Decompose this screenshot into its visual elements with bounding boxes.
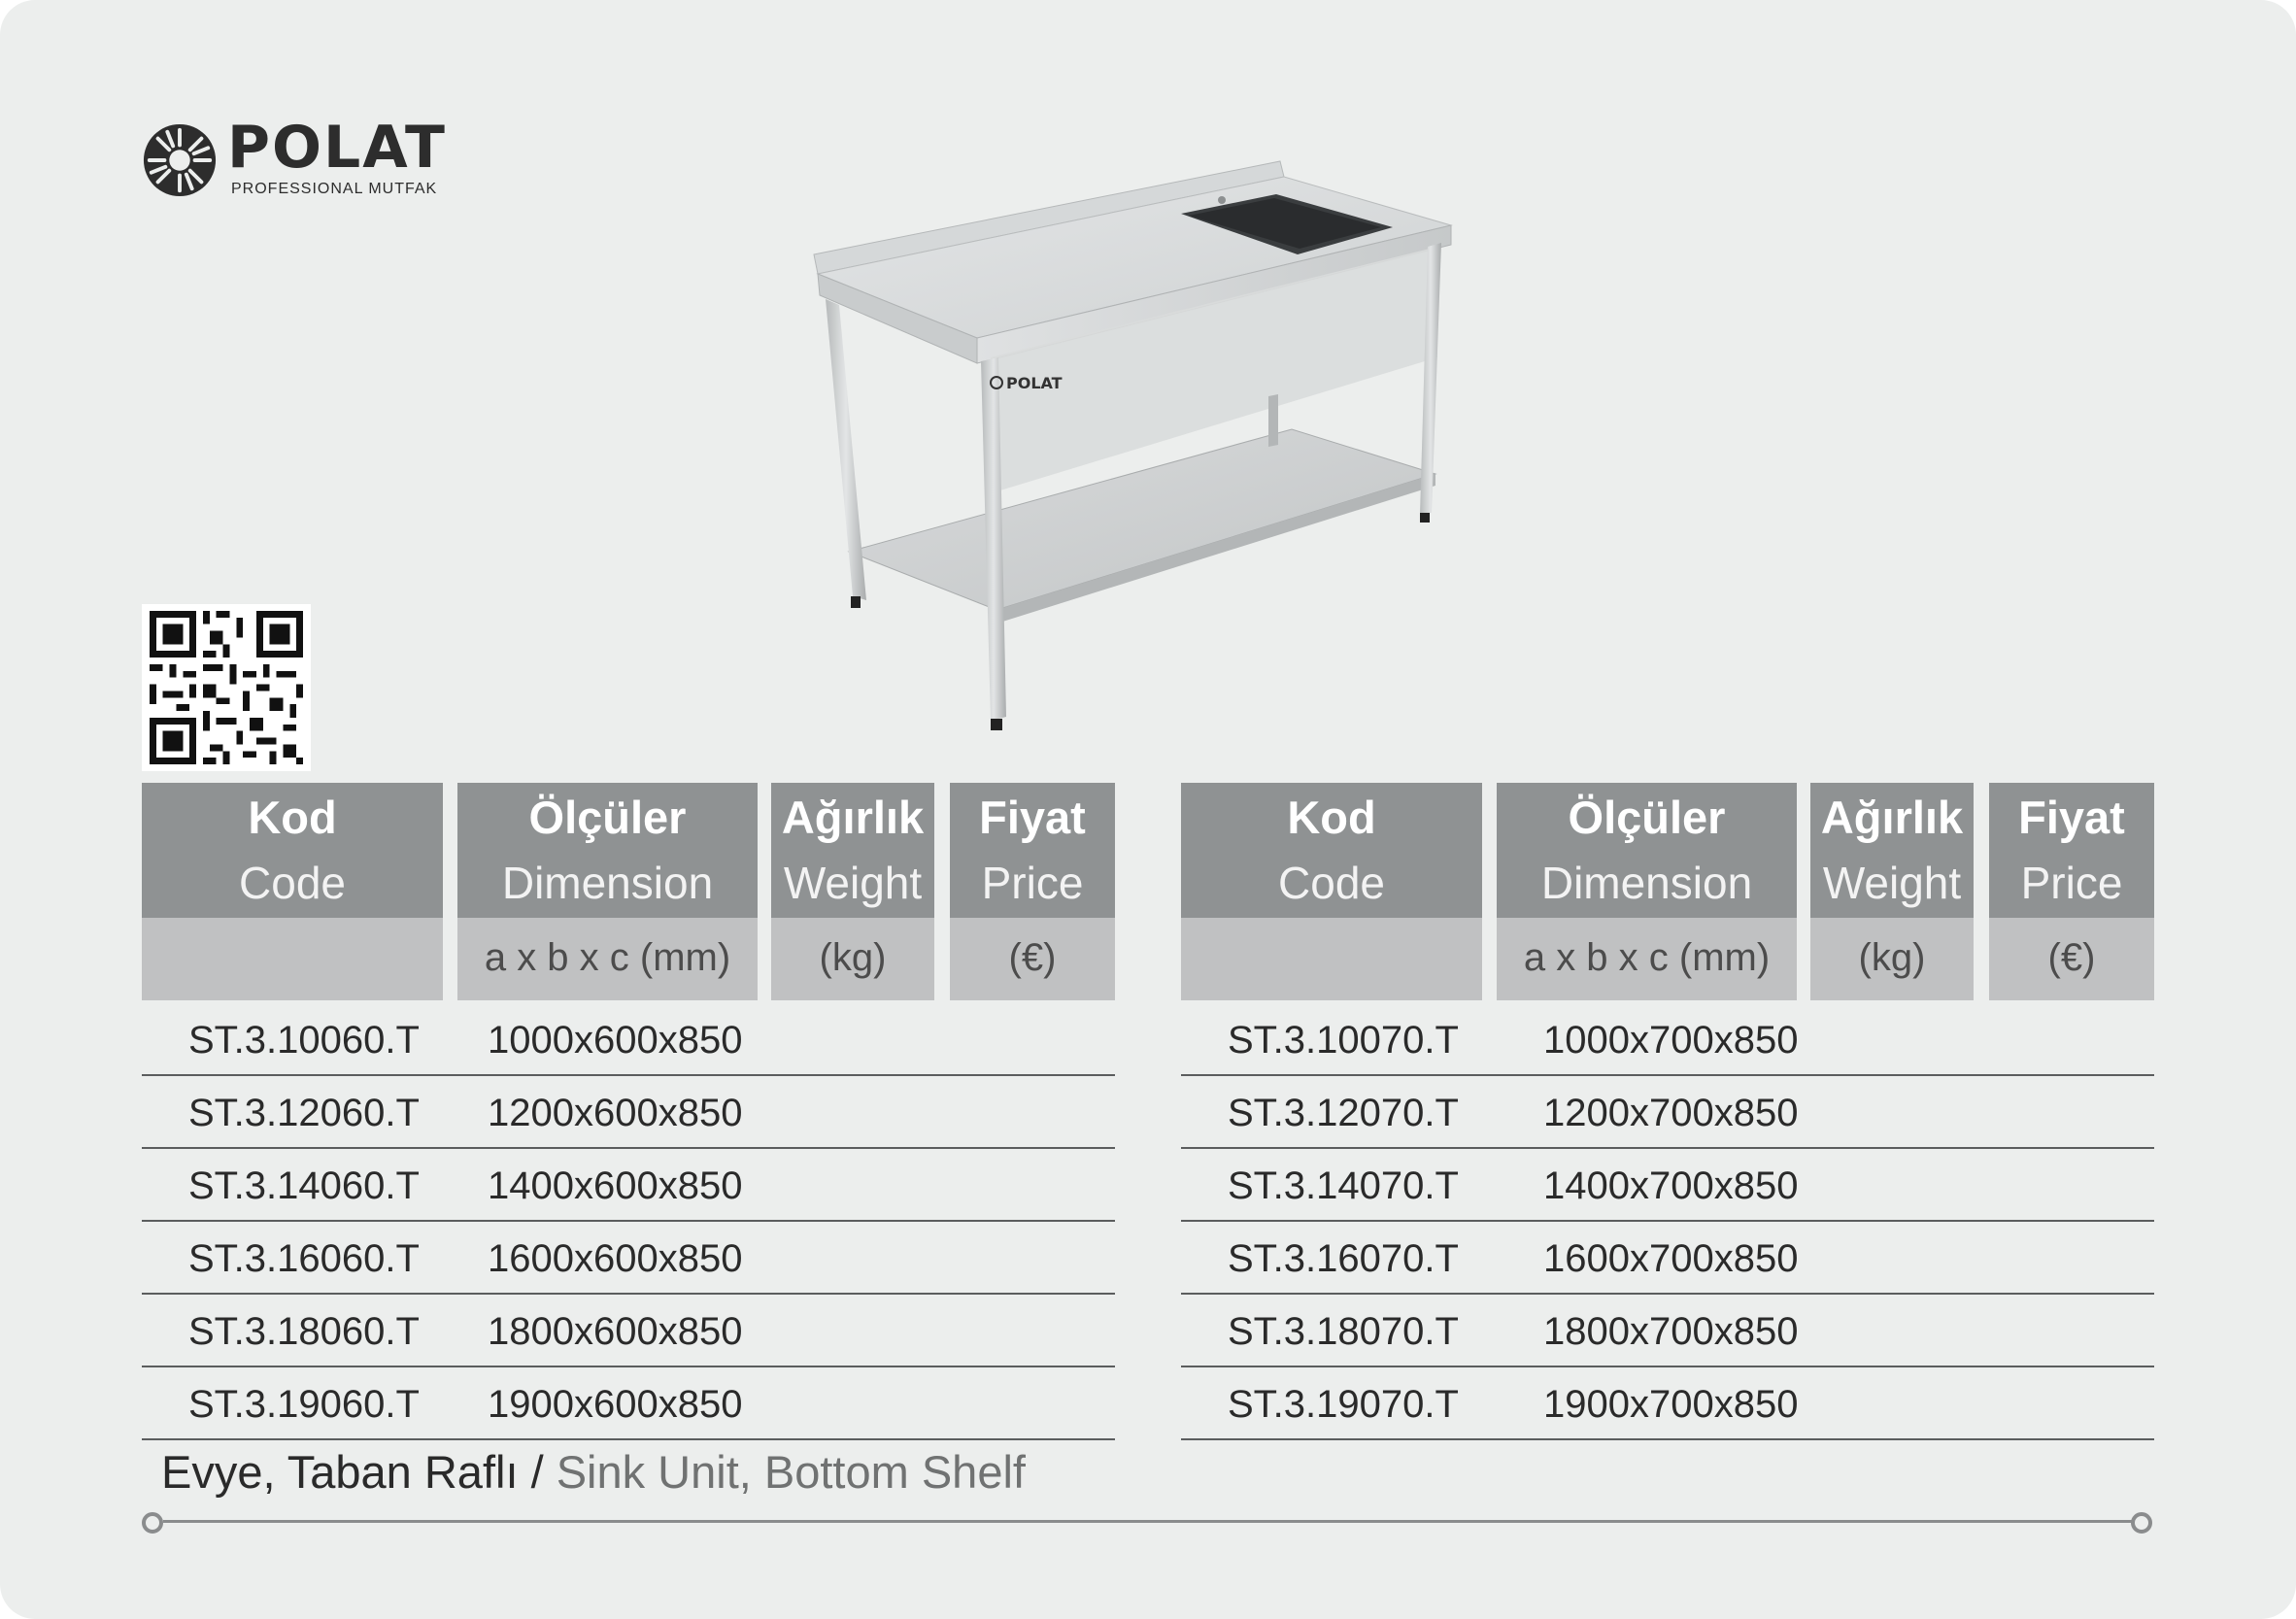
header-code-unit <box>142 918 443 1000</box>
header-code-en: Code <box>1278 858 1385 908</box>
header-dimension-en: Dimension <box>501 858 714 908</box>
brand-logo <box>142 114 472 200</box>
row-code: ST.3.14060.T <box>188 1164 420 1207</box>
row-code: ST.3.16070.T <box>1228 1237 1459 1280</box>
row-dimension: 1800x600x850 <box>488 1310 743 1353</box>
header-dimension-tr: Ölçüler <box>1568 792 1726 843</box>
table-row <box>1181 1000 2154 1076</box>
header-code-en: Code <box>239 858 346 908</box>
row-dimension: 1400x700x850 <box>1543 1164 1799 1207</box>
header-price-en: Price <box>981 858 1084 908</box>
header-price-unit: (€) <box>1989 918 2154 1000</box>
table-row <box>142 1149 1115 1222</box>
caption-english: Sink Unit, Bottom Shelf <box>556 1446 1026 1498</box>
header-dimension <box>457 783 758 1000</box>
sink-unit-image <box>806 153 1467 736</box>
table-row <box>142 1000 1115 1076</box>
header-code-tr: Kod <box>248 792 337 843</box>
row-dimension: 1200x600x850 <box>488 1092 743 1134</box>
header-price-unit: (€) <box>950 918 1115 1000</box>
header-weight-en: Weight <box>783 858 923 908</box>
product-caption <box>161 1445 1026 1499</box>
row-dimension: 1400x600x850 <box>488 1164 743 1207</box>
header-code-tr: Kod <box>1287 792 1376 843</box>
table-row <box>1181 1149 2154 1222</box>
header-code-unit <box>1181 918 1482 1000</box>
qr-code-icon <box>142 604 311 771</box>
header-weight-tr: Ağırlık <box>781 792 925 843</box>
header-code <box>1181 783 1482 1000</box>
header-weight <box>771 783 934 1000</box>
row-code: ST.3.14070.T <box>1228 1164 1459 1207</box>
header-weight <box>1810 783 1974 1000</box>
table-row <box>142 1076 1115 1149</box>
header-dimension-tr: Ölçüler <box>528 792 687 843</box>
row-code: ST.3.10070.T <box>1228 1019 1459 1062</box>
caption-turkish: Evye, Taban Raflı / <box>161 1446 544 1498</box>
table-row <box>142 1367 1115 1440</box>
header-weight-unit: (kg) <box>1810 918 1974 1000</box>
header-dimension-en: Dimension <box>1540 858 1753 908</box>
row-code: ST.3.18070.T <box>1228 1310 1459 1353</box>
price-table-700 <box>1181 783 2154 1440</box>
logo-sun-icon <box>142 122 218 198</box>
row-code: ST.3.16060.T <box>188 1237 420 1280</box>
row-code: ST.3.18060.T <box>188 1310 420 1353</box>
row-code: ST.3.10060.T <box>188 1019 420 1062</box>
header-code <box>142 783 443 1000</box>
header-weight-tr: Ağırlık <box>1820 792 1964 843</box>
header-price-tr: Fiyat <box>2018 792 2125 843</box>
price-table-600 <box>142 783 1115 1440</box>
table-header <box>142 783 1115 1000</box>
row-dimension: 1600x600x850 <box>488 1237 743 1280</box>
table-header <box>1181 783 2154 1000</box>
row-code: ST.3.12060.T <box>188 1092 420 1134</box>
header-price <box>950 783 1115 1000</box>
divider-end-circle-icon <box>2131 1512 2152 1534</box>
table-row <box>1181 1295 2154 1367</box>
divider-start-circle-icon <box>142 1512 163 1534</box>
table-row <box>1181 1222 2154 1295</box>
table-row <box>142 1295 1115 1367</box>
header-weight-en: Weight <box>1822 858 1962 908</box>
table-row <box>1181 1076 2154 1149</box>
row-code: ST.3.19070.T <box>1228 1383 1459 1426</box>
table-row <box>142 1222 1115 1295</box>
header-dimension-unit: a x b x c (mm) <box>1497 918 1797 1000</box>
brand-tagline: PROFESSIONAL MUTFAK <box>231 181 438 197</box>
row-dimension: 1900x600x850 <box>488 1383 743 1426</box>
product-badge: POLAT <box>1006 374 1063 392</box>
brand-name: POLAT <box>227 114 447 182</box>
row-dimension: 1000x600x850 <box>488 1019 743 1062</box>
table-row <box>1181 1367 2154 1440</box>
header-price-tr: Fiyat <box>979 792 1086 843</box>
row-dimension: 1000x700x850 <box>1543 1019 1799 1062</box>
row-code: ST.3.12070.T <box>1228 1092 1459 1134</box>
row-code: ST.3.19060.T <box>188 1383 420 1426</box>
header-weight-unit: (kg) <box>771 918 934 1000</box>
row-dimension: 1900x700x850 <box>1543 1383 1799 1426</box>
header-price-en: Price <box>2020 858 2123 908</box>
header-dimension <box>1497 783 1797 1000</box>
row-dimension: 1600x700x850 <box>1543 1237 1799 1280</box>
header-dimension-unit: a x b x c (mm) <box>457 918 758 1000</box>
footer-divider <box>163 1520 2135 1523</box>
row-dimension: 1800x700x850 <box>1543 1310 1799 1353</box>
header-price <box>1989 783 2154 1000</box>
row-dimension: 1200x700x850 <box>1543 1092 1799 1134</box>
